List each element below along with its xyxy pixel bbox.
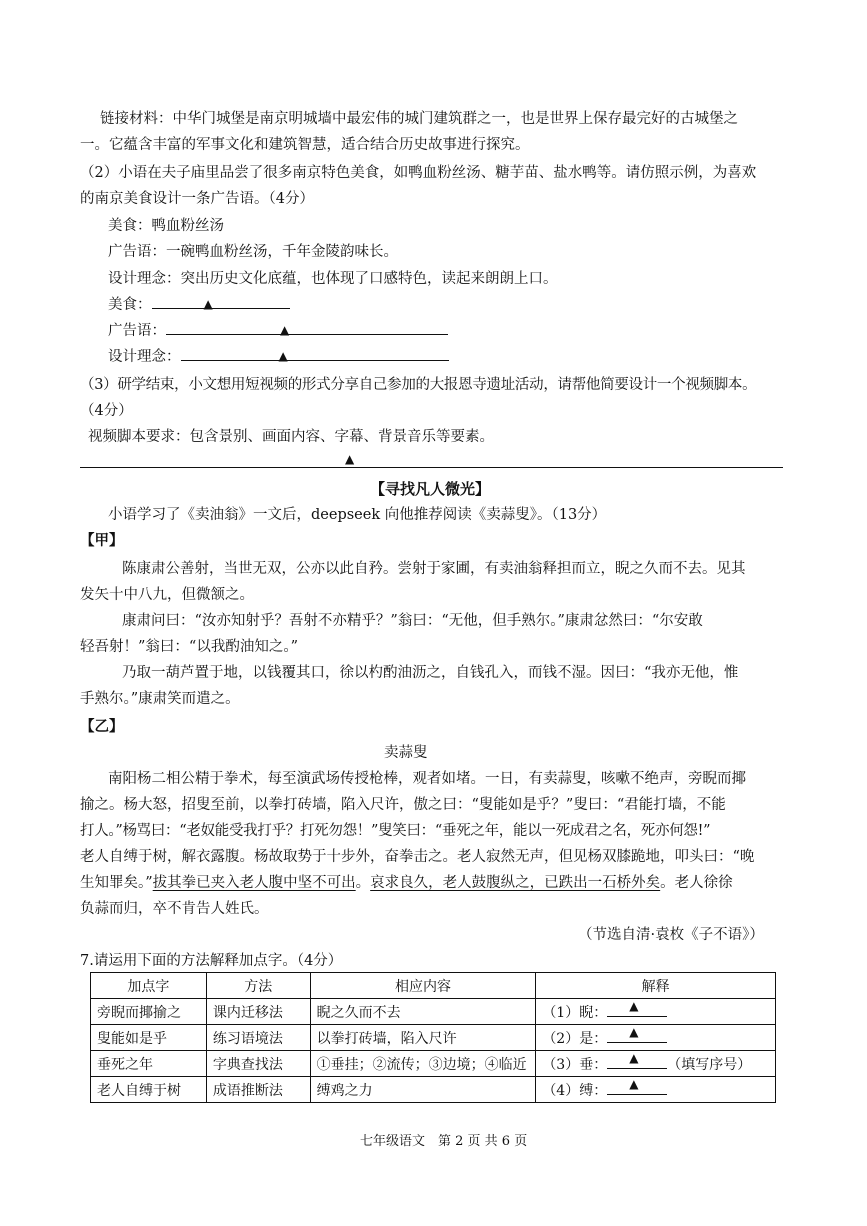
- table-cell-answer: [536, 1025, 776, 1051]
- table-cell-method: 字典查找法: [206, 1051, 310, 1077]
- answer-label: （2）是：: [542, 1030, 608, 1047]
- answer-blank[interactable]: [607, 1076, 667, 1095]
- table-cell-content: 缚鸡之力: [310, 1077, 536, 1103]
- link-material-line2: 一。它蕴含丰富的军事文化和建筑智慧，适合结合历史故事进行探究。: [80, 137, 530, 153]
- q3-line1: （3）研学结束，小文想用短视频的形式分享自己参加的大报恩寺遗址活动，请帮他简要设计一个视频脚本。: [80, 377, 757, 393]
- section-title: 【寻找凡人微光】: [370, 480, 491, 498]
- answer-label: （4）缚：: [542, 1082, 608, 1099]
- jia-p1-line1: 陈康肃公善射，当世无双，公亦以此自矜。尝射于家圃，有卖油翁释担而立，睨之久而不去。见其: [122, 561, 746, 577]
- triangle-marker-icon: ▲: [345, 452, 355, 466]
- q7-title: 7.请运用下面的方法解释加点字。（4分）: [80, 953, 343, 969]
- q2-ad-answer: [108, 318, 448, 344]
- q2-concept-blank[interactable]: [181, 346, 449, 361]
- triangle-marker-icon: ▲: [203, 297, 213, 311]
- yi-underlined-sentence-1: 拔其拳已夹入老人腹中坚不可出: [152, 875, 356, 891]
- q3-line2: （4分）: [80, 403, 133, 419]
- table-row: [91, 1025, 776, 1051]
- jia-p2-line1: 康肃问曰：“汝亦知射乎？吾射不亦精乎？”翁曰：“无他，但手熟尔。”康肃忿然曰：“尔安敢: [122, 613, 703, 629]
- jia-p3-line1: 乃取一葫芦置于地，以钱覆其口，徐以杓酌油沥之，自钱孔入，而钱不湿。因曰：“我亦无他，惟: [122, 665, 739, 681]
- table-cell-word: 垂死之年: [91, 1051, 207, 1077]
- q2-food-label: 美食：: [108, 297, 152, 313]
- table-cell-method: 成语推断法: [206, 1077, 310, 1103]
- yi-line5-end: 。老人徐徐: [660, 875, 733, 891]
- answer-blank[interactable]: [607, 998, 667, 1017]
- q2-food-example: 美食：鸭血粉丝汤: [108, 218, 224, 234]
- yi-line5-period: 。: [355, 875, 371, 891]
- yi-title: 卖蒜叟: [384, 745, 428, 761]
- triangle-marker-icon: ▲: [280, 323, 290, 337]
- q2-ad-label: 广告语：: [108, 323, 166, 339]
- q2-concept-answer: [108, 344, 449, 370]
- answer-label: （3）垂：: [542, 1056, 608, 1073]
- jia-p2-line2: 轻吾射！”翁曰：“以我酌油知之。”: [80, 639, 298, 655]
- triangle-marker-icon: ▲: [629, 1050, 639, 1065]
- table-cell-answer: [536, 999, 776, 1025]
- table-cell-content: 以拳打砖墙，陷入尺许: [310, 1025, 536, 1051]
- q2-ad-blank[interactable]: [166, 320, 448, 335]
- q2-concept-example: 设计理念：突出历史文化底蕴，也体现了口感特色，读起来朗朗上口。: [108, 271, 558, 287]
- jia-label: 【甲】: [80, 533, 124, 549]
- table-header: 相应内容: [310, 973, 536, 999]
- page-footer: 七年级语文 第 2 页 共 6 页: [360, 1134, 528, 1149]
- yi-line3: 打人。”杨骂曰：“老奴能受我打乎？打死勿怨！”叟笑曰：“垂死之年，能以一死成君之名，死亦何怨!”: [80, 823, 711, 839]
- q3-answer-line[interactable]: [80, 467, 783, 468]
- q2-line1: （2）小语在夫子庙里品尝了很多南京特色美食，如鸭血粉丝汤、糖芋苗、盐水鸭等。请仿照示例，为喜欢: [80, 165, 757, 181]
- yi-source: （节选自清·袁枚《子不语》）: [578, 927, 764, 943]
- table-header: 解释: [536, 973, 776, 999]
- table-cell-word: 旁睨而揶揄之: [91, 999, 207, 1025]
- yi-line1: 南阳杨二相公精于拳术，每至演武场传授枪棒，观者如堵。一日，有卖蒜叟，咳嗽不绝声，旁睨而揶: [108, 771, 746, 787]
- triangle-marker-icon: ▲: [629, 1024, 639, 1039]
- triangle-marker-icon: ▲: [629, 1076, 639, 1091]
- table-cell-answer: [536, 1051, 776, 1077]
- q7-table: [90, 972, 776, 1103]
- link-material-line1: 链接材料：中华门城堡是南京明城墙中最宏伟的城门建筑群之一，也是世界上保存最完好的古城堡之: [100, 111, 738, 127]
- yi-line6: 负蒜而归，卒不肯告人姓氏。: [80, 901, 269, 917]
- yi-line2: 揄之。杨大怒，招叟至前，以拳打砖墙，陷入尺许，傲之曰：“叟能如是乎？”叟曰：“君能打墙，不能: [80, 797, 726, 813]
- q3-requirement: 视频脚本要求：包含景别、画面内容、字幕、背景音乐等要素。: [88, 429, 494, 445]
- jia-p1-line2: 发矢十中八九，但微颔之。: [80, 587, 254, 603]
- table-cell-answer: [536, 1077, 776, 1103]
- table-cell-content: ①垂挂；②流传；③边境；④临近: [310, 1051, 536, 1077]
- table-cell-content: 睨之久而不去: [310, 999, 536, 1025]
- q2-line2: 的南京美食设计一条广告语。（4分）: [80, 191, 314, 207]
- table-cell-word: 叟能如是乎: [91, 1025, 207, 1051]
- jia-p3-line2: 手熟尔。”康肃笑而遣之。: [80, 691, 240, 707]
- answer-label: （1）睨：: [542, 1004, 608, 1021]
- table-cell-word: 老人自缚于树: [91, 1077, 207, 1103]
- q2-concept-label: 设计理念：: [108, 349, 181, 365]
- intro-text: 小语学习了《卖油翁》一文后，deepseek 向他推荐阅读《卖蒜叟》。（13分）: [108, 507, 607, 523]
- triangle-marker-icon: ▲: [278, 349, 288, 363]
- table-row: [91, 999, 776, 1025]
- yi-underlined-sentence-2: 哀求良久，老人鼓腹纵之，已跌出一石桥外矣: [370, 875, 661, 891]
- yi-line4: 老人自缚于树，解衣露腹。杨故取势于十步外，奋拳击之。老人寂然无声，但见杨双膝跪地，叩头曰：“晚: [80, 849, 755, 865]
- q2-food-blank[interactable]: [152, 294, 290, 309]
- table-header: 加点字: [91, 973, 207, 999]
- table-header: 方法: [206, 973, 310, 999]
- table-cell-method: 练习语境法: [206, 1025, 310, 1051]
- table-cell-method: 课内迁移法: [206, 999, 310, 1025]
- q2-food-answer: [108, 292, 290, 318]
- table-header-row: [91, 973, 776, 999]
- yi-label: 【乙】: [80, 719, 124, 735]
- triangle-marker-icon: ▲: [629, 998, 639, 1013]
- yi-line5: [80, 870, 733, 896]
- answer-blank[interactable]: [607, 1050, 667, 1069]
- answer-blank[interactable]: [607, 1024, 667, 1043]
- table-row: [91, 1077, 776, 1103]
- yi-line5-start: 生知罪矣。”: [80, 875, 153, 891]
- q2-ad-example: 广告语：一碗鸭血粉丝汤，千年金陵韵味长。: [108, 244, 398, 260]
- answer-note: （填写序号）: [667, 1056, 752, 1073]
- table-row: [91, 1051, 776, 1077]
